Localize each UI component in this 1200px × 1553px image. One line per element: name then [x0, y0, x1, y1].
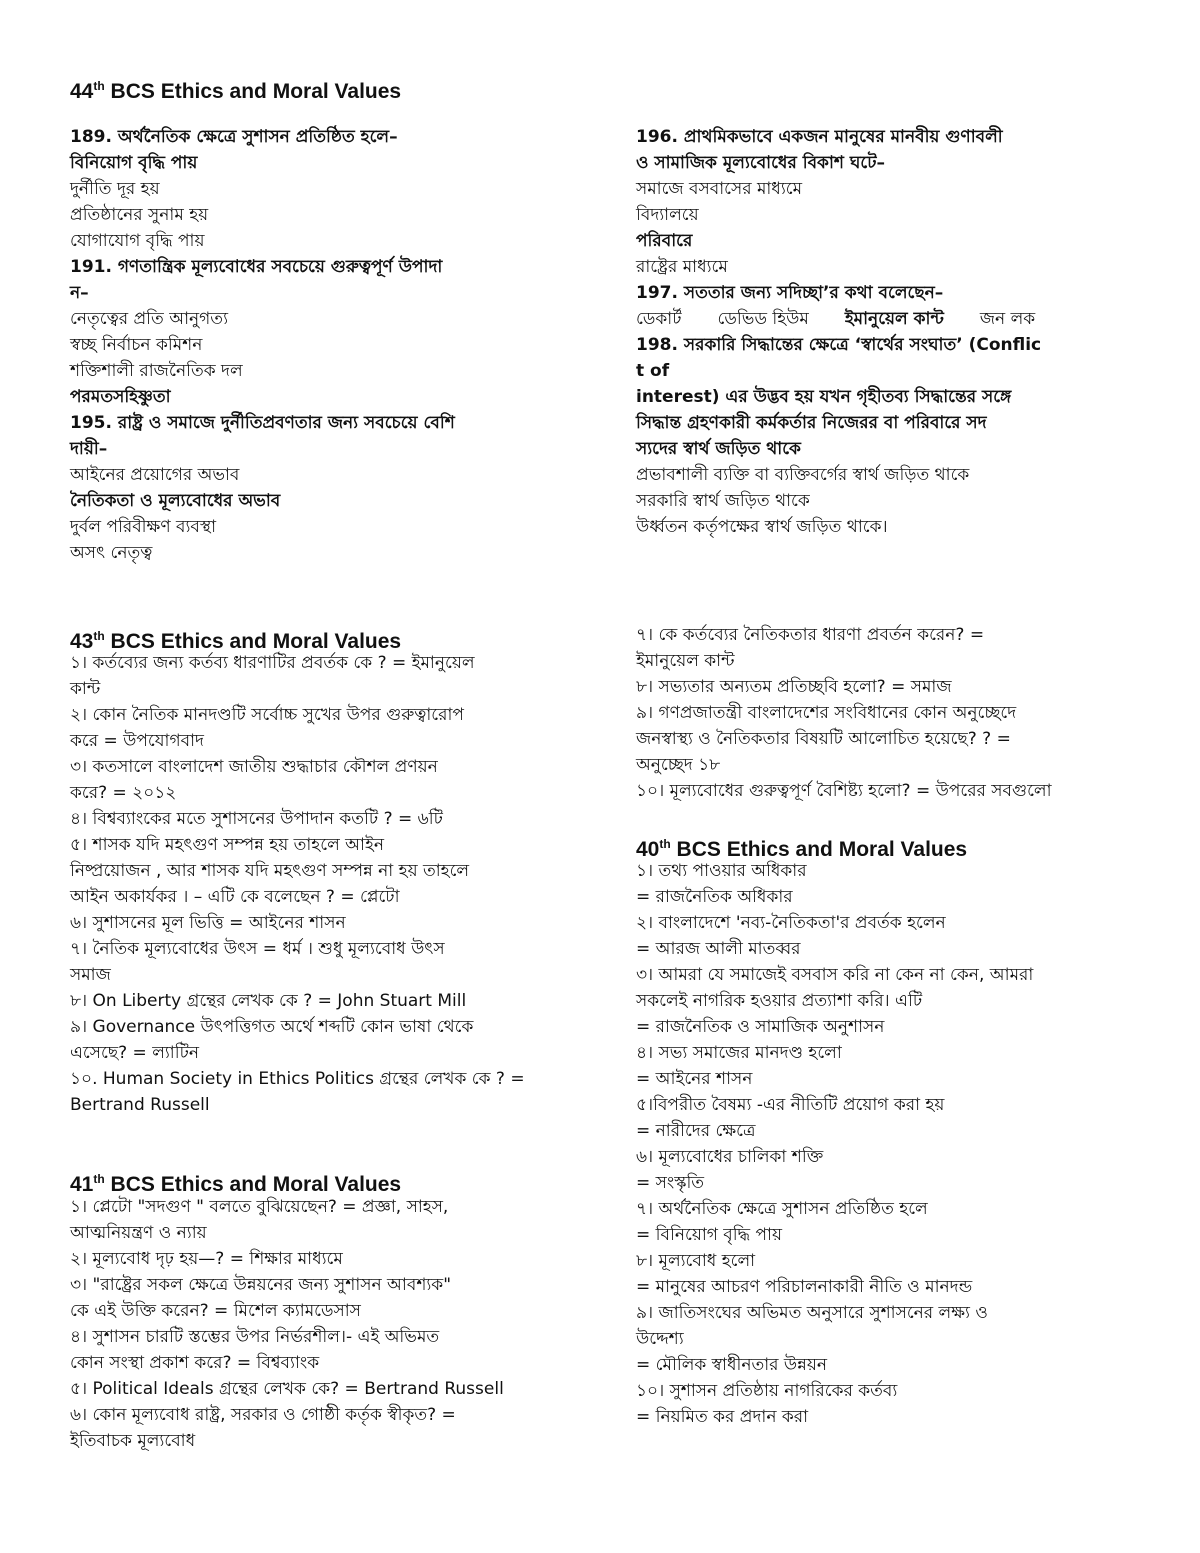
text-line: ৯। Governance উৎপত্তিগত অর্থে শব্দটি কোন ভাষা থেকে — [70, 1017, 474, 1037]
question-or-answer-line: 189. অর্থনৈতিক ক্ষেত্রে সুশাসন প্রতিষ্ঠিত হলে– — [70, 127, 398, 147]
option-line: যোগাযোগ বৃদ্ধি পায় — [70, 231, 205, 251]
text-line: ৬। মূল্যবোধের চালিকা শক্তি — [636, 1147, 824, 1167]
text-line: কোন সংস্থা প্রকাশ করে? = বিশ্বব্যাংক — [70, 1353, 320, 1373]
text-line: ১। তথ্য পাওয়ার অধিকার — [636, 861, 807, 881]
option-line: অসৎ নেতৃত্ব — [70, 543, 153, 563]
section-43-right-column — [636, 622, 1156, 804]
heading-text: BCS Ethics and Moral Values — [104, 80, 402, 103]
section-44-heading — [70, 73, 401, 105]
section-44-left-column — [70, 124, 590, 566]
text-line: ৪। বিশ্বব্যাংকের মতে সুশাসনের উপাদান কতটি ? = ৬টি — [70, 809, 443, 829]
text-line: ৭। অর্থনৈতিক ক্ষেত্রে সুশাসন প্রতিষ্ঠিত হলে — [636, 1199, 928, 1219]
question-or-answer-line: নৈতিকতা ও মূল্যবোধের অভাব — [70, 491, 281, 511]
text-line: নিষ্প্রয়োজন , আর শাসক যদি মহৎগুণ সম্পন্ন না হয় তাহলে — [70, 861, 470, 881]
text-line: ৫।বিপরীত বৈষম্য -এর নীতিটি প্রয়োগ করা হয় — [636, 1095, 945, 1115]
heading-number: 44 — [70, 80, 94, 103]
text-line: ইমানুয়েল কান্ট — [636, 651, 735, 671]
question-or-answer-line: দায়ী– — [70, 439, 108, 459]
text-line: ৮। মূল্যবোধ হলো — [636, 1251, 756, 1271]
text-line: উদ্দেশ্য — [636, 1329, 684, 1349]
text-line: ২। মূল্যবোধ দৃঢ় হয়—? = শিক্ষার মাধ্যমে — [70, 1249, 343, 1269]
option-line: দুর্নীতি দূর হয় — [70, 179, 160, 199]
text-line: ৮। On Liberty গ্রন্থের লেখক কে ? = John Stuart Mill — [70, 991, 467, 1011]
text-line: ১। কর্তব্যের জন্য কর্তব্য ধারণাটির প্রবর্তক কে ? = ইমানুয়েল — [70, 653, 475, 673]
text-line: ৩। "রাষ্ট্রের সকল ক্ষেত্রে উন্নয়নের জন্য সুশাসন আবশ্যক" — [70, 1275, 452, 1295]
text-line: Bertrand Russell — [70, 1095, 210, 1115]
option-line: সমাজে বসবাসের মাধ্যমে — [636, 179, 803, 199]
section-41-lines — [70, 1194, 590, 1454]
text-line: ৪। সুশাসন চারটি স্তম্ভের উপর নির্ভরশীল।- এই অভিমত — [70, 1327, 440, 1347]
section-40-lines — [636, 858, 1156, 1430]
question-or-answer-line: স্যদের স্বার্থ জড়িত থাকে — [636, 439, 801, 459]
text-line: ৯। গণপ্রজাতন্ত্রী বাংলাদেশের সংবিধানের কোন অনুচ্ছেদে — [636, 703, 1017, 723]
text-line: ১০। মূল্যবোধের গুরুত্বপূর্ণ বৈশিষ্ট্য হলো? = উপরের সবগুলো — [636, 781, 1052, 801]
text-line: কান্ট — [70, 679, 101, 699]
text-line: = মৌলিক স্বাধীনতার উন্নয়ন — [636, 1355, 828, 1375]
option-line: প্রভাবশালী ব্যক্তি বা ব্যক্তিবর্গের স্বার্থ জড়িত থাকে — [636, 465, 970, 485]
option: ডেকার্ট — [636, 309, 682, 329]
question-or-answer-line: 198. সরকারি সিদ্ধান্তের ক্ষেত্রে ‘স্বার্থের সংঘাত’ (Conflic — [636, 335, 1042, 355]
text-line: ৬। সুশাসনের মূল ভিত্তি = আইনের শাসন — [70, 913, 346, 933]
question-or-answer-line: 196. প্রাথমিকভাবে একজন মানুষের মানবীয় গুণাবলী — [636, 127, 1003, 147]
question-or-answer-line: interest) এর উদ্ভব হয় যখন গৃহীতব্য সিদ্ধান্তের সঙ্গে — [636, 387, 1012, 407]
text-line: = আইনের শাসন — [636, 1069, 753, 1089]
option-line: সরকারি স্বার্থ জড়িত থাকে — [636, 491, 810, 511]
text-line: ৮। সভ্যতার অন্যতম প্রতিচ্ছবি হলো? = সমাজ — [636, 677, 952, 697]
option-line: আইনের প্রয়োগের অভাব — [70, 465, 240, 485]
option-line: দুর্বল পরিবীক্ষণ ব্যবস্থা — [70, 517, 217, 537]
text-line: এসেছে? = ল্যাটিন — [70, 1043, 200, 1063]
section-43-left-column — [70, 650, 590, 1118]
question-or-answer-line: পরমতসহিষ্ণুতা — [70, 387, 171, 407]
heading-suffix: th — [93, 1172, 105, 1186]
text-line: কে এই উক্তি করেন? = মিশেল ক্যামডেসাস — [70, 1301, 361, 1321]
option-line: উর্ধ্বতন কর্তৃপক্ষের স্বার্থ জড়িত থাকে। — [636, 517, 888, 537]
question-or-answer-line: ন– — [70, 283, 89, 303]
option-line: নেতৃত্বের প্রতি আনুগত্য — [70, 309, 228, 329]
text-line: সকলেই নাগরিক হওয়ার প্রত্যাশা করি। এটি — [636, 991, 923, 1011]
text-line: = বিনিয়োগ বৃদ্ধি পায় — [636, 1225, 782, 1245]
text-line: সমাজ — [70, 965, 111, 985]
heading-number: 41 — [70, 1173, 94, 1196]
text-line: ২। বাংলাদেশে 'নব্য-নৈতিকতা'র প্রবর্তক হলেন — [636, 913, 946, 933]
option-line: প্রতিষ্ঠানের সুনাম হয় — [70, 205, 209, 225]
text-line: ইতিবাচক মূল্যবোধ — [70, 1431, 196, 1451]
question-or-answer-line: বিনিয়োগ বৃদ্ধি পায় — [70, 153, 198, 173]
text-line: ১০. Human Society in Ethics Politics গ্রন্থের লেখক কে ? = — [70, 1069, 525, 1089]
text-line: = নারীদের ক্ষেত্রে — [636, 1121, 756, 1141]
text-line: = সংস্কৃতি — [636, 1173, 705, 1193]
text-line: = নিয়মিত কর প্রদান করা — [636, 1407, 809, 1427]
question-or-answer-line: ও সামাজিক মূল্যবোধের বিকাশ ঘটে– — [636, 153, 885, 173]
text-line: ৭। নৈতিক মূল্যবোধের উৎস = ধর্ম । শুধু মূল্যবোধ উৎস — [70, 939, 445, 959]
text-line: আত্মনিয়ন্ত্রণ ও ন্যায় — [70, 1223, 207, 1243]
question-or-answer-line: 197. সততার জন্য সদিচ্ছা’র কথা বলেছেন– — [636, 283, 944, 303]
heading-number: 40 — [636, 838, 660, 861]
text-line: ৪। সভ্য সমাজের মানদণ্ড হলো — [636, 1043, 842, 1063]
text-line: = আরজ আলী মাতব্বর — [636, 939, 801, 959]
question-or-answer-line: t of — [636, 361, 670, 381]
text-line: করে? = ২০১২ — [70, 783, 177, 803]
text-line: ৯। জাতিসংঘের অভিমত অনুসারে সুশাসনের লক্ষ্য ও — [636, 1303, 988, 1323]
text-line: ৬। কোন মূল্যবোধ রাষ্ট্র, সরকার ও গোষ্ঠী কর্তৃক স্বীকৃত? = — [70, 1405, 456, 1425]
heading-text: BCS Ethics and Moral Values — [104, 1173, 402, 1196]
option-line: রাষ্ট্রের মাধ্যমে — [636, 257, 728, 277]
text-line: ৫। শাসক যদি মহৎগুণ সম্পন্ন হয় তাহলে আইন — [70, 835, 384, 855]
heading-suffix: th — [93, 79, 105, 93]
text-line: ২। কোন নৈতিক মানদণ্ডটি সর্বোচ্চ সুখের উপর গুরুত্বারোপ — [70, 705, 464, 725]
text-line: ১০। সুশাসন প্রতিষ্ঠায় নাগরিকের কর্তব্য — [636, 1381, 898, 1401]
section-44-right-column — [636, 124, 1156, 540]
text-line: = মানুষের আচরণ পরিচালনাকারী নীতি ও মানদন্ড — [636, 1277, 973, 1297]
text-line: ১। প্লেটো "সদগুণ " বলতে বুঝিয়েছেন? = প্রজ্ঞা, সাহস, — [70, 1197, 449, 1217]
text-line: ৩। আমরা যে সমাজেই বসবাস করি না কেন না কেন, আমরা — [636, 965, 1034, 985]
option-line: স্বচ্ছ নির্বাচন কমিশন — [70, 335, 203, 355]
text-line: = রাজনৈতিক ও সামাজিক অনুশাসন — [636, 1017, 885, 1037]
heading-text: BCS Ethics and Moral Values — [670, 838, 968, 861]
option-line: শক্তিশালী রাজনৈতিক দল — [70, 361, 243, 381]
option: ডেভিড হিউম — [717, 309, 809, 329]
option-line: বিদ্যালয়ে — [636, 205, 699, 225]
heading-number: 43 — [70, 630, 94, 653]
heading-suffix: th — [93, 629, 105, 643]
text-line: করে = উপযোগবাদ — [70, 731, 204, 751]
heading-text: BCS Ethics and Moral Values — [104, 630, 402, 653]
option-correct: ইমানুয়েল কান্ট — [844, 309, 944, 329]
question-or-answer-line: 195. রাষ্ট্র ও সমাজে দুর্নীতিপ্রবণতার জন্য সবচেয়ে বেশি — [70, 413, 455, 433]
q197-options — [636, 306, 1156, 332]
text-line: জনস্বাস্থ্য ও নৈতিকতার বিষয়টি আলোচিত হয়েছে? ? = — [636, 729, 1011, 749]
text-line: = রাজনৈতিক অধিকার — [636, 887, 793, 907]
question-or-answer-line: 191. গণতান্ত্রিক মূল্যবোধের সবচেয়ে গুরুত্বপূর্ণ উপাদা — [70, 257, 443, 277]
text-line: ৩। কতসালে বাংলাদেশ জাতীয় শুদ্ধাচার কৌশল প্রণয়ন — [70, 757, 438, 777]
option: জন লক — [979, 309, 1036, 329]
text-line: ৭। কে কর্তব্যের নৈতিকতার ধারণা প্রবর্তন করেন? = — [636, 625, 985, 645]
question-or-answer-line: পরিবারে — [636, 231, 693, 251]
text-line: আইন অকার্যকর । – এটি কে বলেছেন ? = প্লেটো — [70, 887, 400, 907]
question-or-answer-line: সিদ্ধান্ত গ্রহণকারী কর্মকর্তার নিজেরর বা পরিবারে সদ — [636, 413, 987, 433]
text-line: অনুচ্ছেদ ১৮ — [636, 755, 721, 775]
heading-suffix: th — [659, 837, 671, 851]
text-line: ৫। Political Ideals গ্রন্থের লেখক কে? = Bertrand Russell — [70, 1379, 504, 1399]
